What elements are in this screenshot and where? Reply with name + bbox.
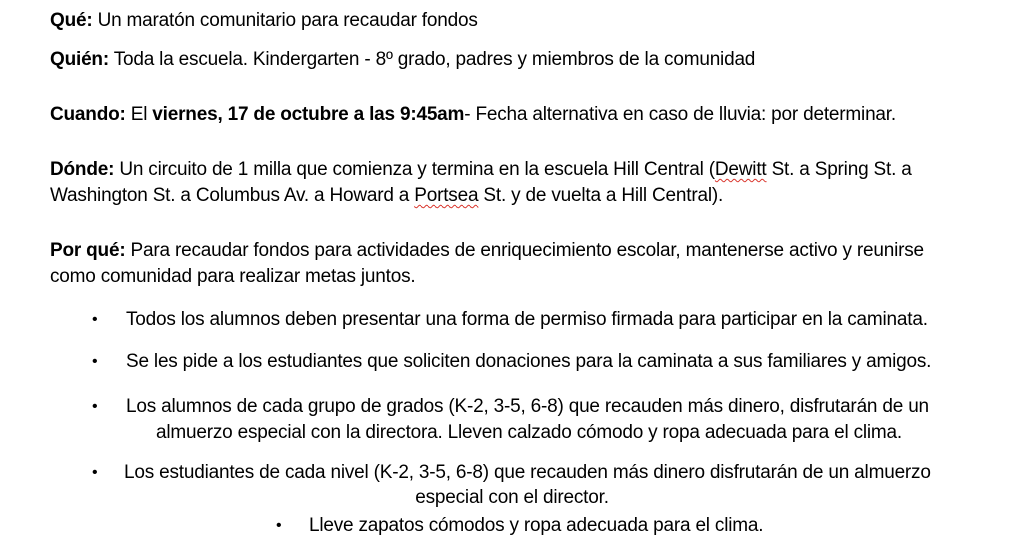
quien-line <box>50 47 755 73</box>
bullet-glyph: • <box>92 464 98 481</box>
que-text: Un maratón comunitario para recaudar fondos <box>92 10 478 31</box>
cuando-line <box>50 102 896 128</box>
cuando-pre: El <box>125 104 153 125</box>
donde-line-1 <box>50 157 912 183</box>
cuando-date: viernes, 17 de octubre a las 9:45am <box>152 104 465 125</box>
bullet-1-text: Todos los alumnos deben presentar una forma de permiso firmada para participar en la caminata. <box>126 309 928 330</box>
por-que-line1: Para recaudar fondos para actividades de enriquecimiento escolar, mantenerse activo y reunirse <box>125 240 924 261</box>
bullet-glyph: • <box>92 311 98 328</box>
bullet-glyph: • <box>92 353 98 370</box>
donde-line2-pre: Washington St. a Columbus Av. a Howard a <box>50 185 415 206</box>
donde-line1-post: St. a Spring St. a <box>766 159 912 180</box>
donde-line2-post: St. y de vuelta a Hill Central). <box>478 185 724 206</box>
quien-label: Quién: <box>50 49 109 70</box>
que-line <box>50 8 478 34</box>
por-que-label: Por qué: <box>50 240 126 261</box>
bullet-glyph: • <box>276 517 282 534</box>
bullet-2-text: Se les pide a los estudiantes que soliciten donaciones para la caminata a sus familiares y amigos. <box>126 351 932 372</box>
que-label: Qué: <box>50 10 93 31</box>
bullet-5-text: Lleve zapatos cómodos y ropa adecuada para el clima. <box>309 515 764 536</box>
bullet-4-line-2: especial con el director. <box>415 487 609 508</box>
donde-line1-pre: Un circuito de 1 milla que comienza y termina en la escuela Hill Central ( <box>114 159 715 180</box>
por-que-line-2 <box>50 264 415 290</box>
donde-line1-misspelled: Dewitt <box>714 159 767 180</box>
cuando-post: - Fecha alternativa en caso de lluvia: por determinar. <box>464 104 896 125</box>
bullet-3-line-2: almuerzo especial con la directora. Lleven calzado cómodo y ropa adecuada para el clima. <box>156 422 902 443</box>
bullet-glyph: • <box>92 398 98 415</box>
por-que-line2: como comunidad para realizar metas juntos. <box>50 266 416 287</box>
por-que-line-1 <box>50 238 924 264</box>
quien-text: Toda la escuela. Kindergarten - 8º grado, padres y miembros de la comunidad <box>108 49 756 70</box>
bullet-4-line-1: Los estudiantes de cada nivel (K-2, 3-5, 6-8) que recauden más dinero disfrutarán de un almuerzo <box>124 462 931 483</box>
donde-line-2 <box>50 183 723 209</box>
donde-label: Dónde: <box>50 159 115 180</box>
cuando-label: Cuando: <box>50 104 126 125</box>
donde-line2-misspelled: Portsea <box>414 185 479 206</box>
bullet-3-line-1: Los alumnos de cada grupo de grados (K-2, 3-5, 6-8) que recauden más dinero, disfrutarán de un <box>126 396 929 417</box>
